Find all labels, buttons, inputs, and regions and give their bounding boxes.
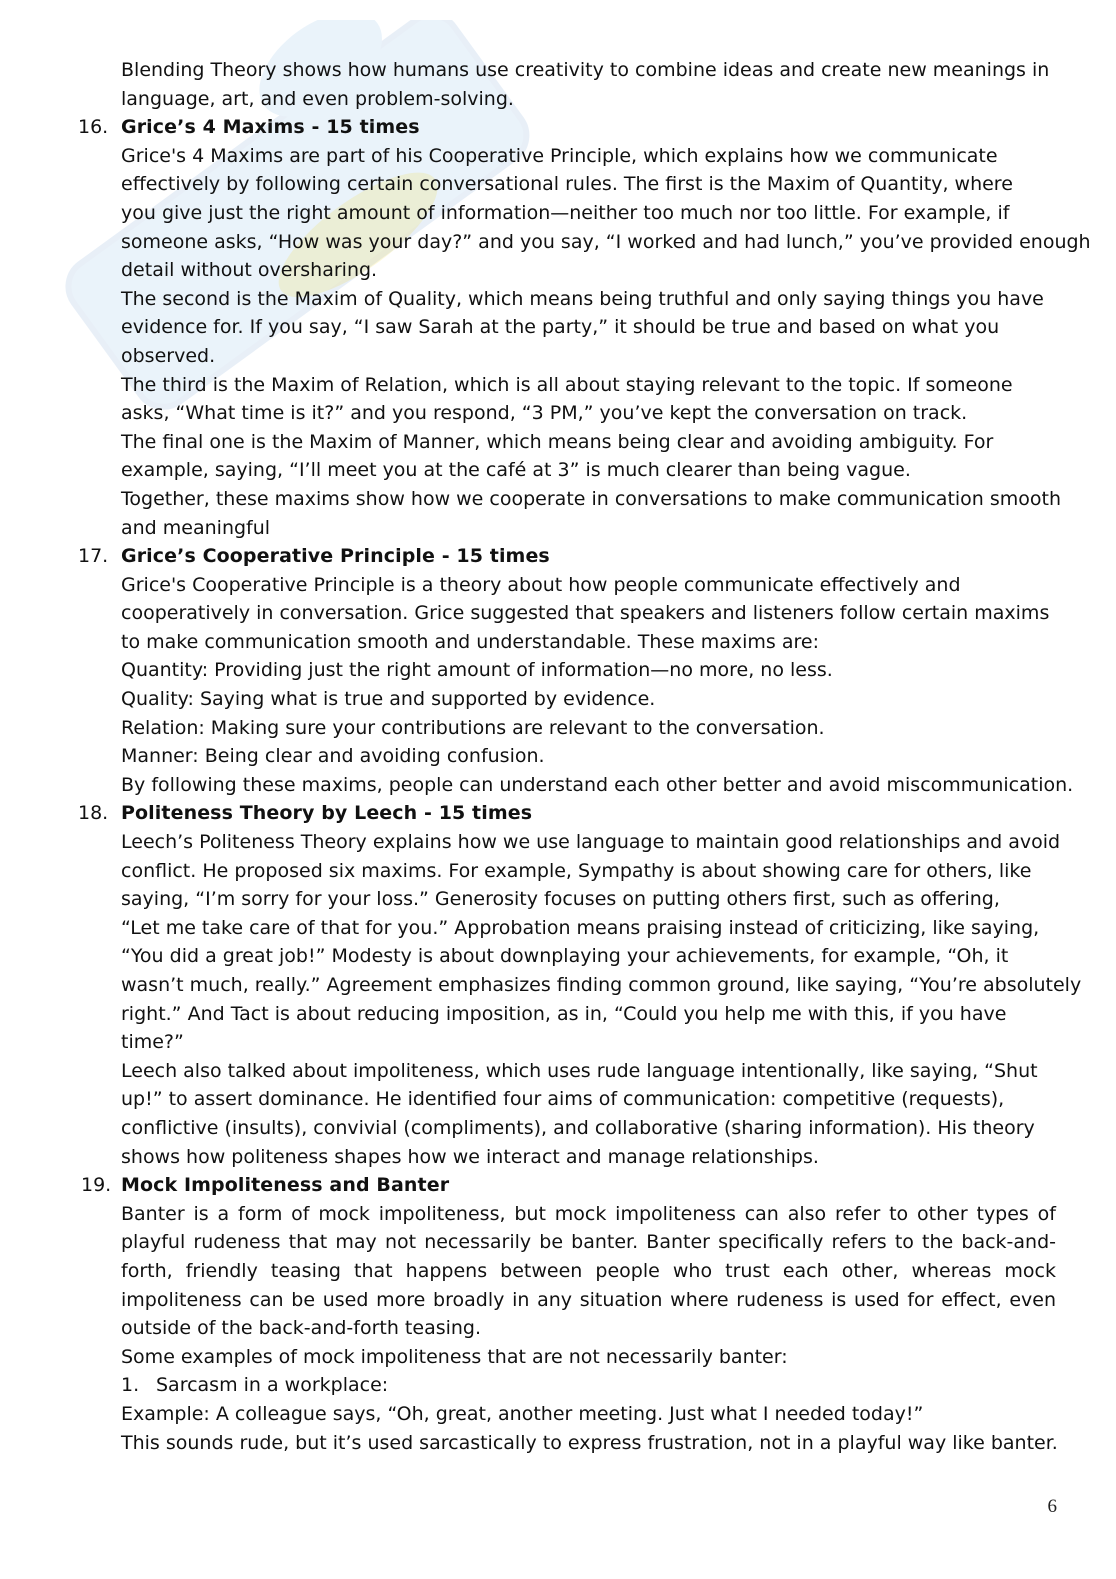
section-heading-17 xyxy=(0,542,1116,571)
paragraph-line: “Let me take care of that for you.” Approbation means praising instead of criticizing, like saying, xyxy=(121,916,1040,939)
paragraph-line-justified xyxy=(0,1257,1116,1286)
list-item-number: 1. xyxy=(121,1374,140,1397)
page-number: 6 xyxy=(1047,1496,1057,1517)
section-number: 18. xyxy=(78,802,109,825)
paragraph-line: to make communication smooth and understandable. These maxims are: xyxy=(121,630,819,653)
paragraph-line: up!” to assert dominance. He identified four aims of communication: competitive (requests), xyxy=(121,1088,1005,1111)
paragraph-line: conflict. He proposed six maxims. For example, Sympathy is about showing care for others, like xyxy=(121,859,1032,882)
list-item xyxy=(0,1371,1116,1400)
paragraph-line: Manner: Being clear and avoiding confusion. xyxy=(121,745,545,768)
paragraph-line: Quality: Saying what is true and supported by evidence. xyxy=(121,688,656,711)
paragraph-line: observed. xyxy=(121,344,216,367)
justified-text: forth, friendly teasing that happens between people who trust each other, whereas mock xyxy=(121,1259,1056,1282)
document-body xyxy=(0,56,1116,1457)
paragraph-line: time?” xyxy=(121,1031,184,1054)
list-item-text: Sarcasm in a workplace: xyxy=(156,1374,389,1397)
paragraph-line: Some examples of mock impoliteness that are not necessarily banter: xyxy=(121,1345,788,1368)
paragraph-line-justified xyxy=(0,1286,1116,1315)
paragraph-line: saying, “I’m sorry for your loss.” Generosity focuses on putting others first, such as offering, xyxy=(121,888,1000,911)
paragraph-line: effectively by following certain conversational rules. The first is the Maxim of Quantity, where xyxy=(121,173,1013,196)
paragraph-line: Quantity: Providing just the right amount of information—no more, no less. xyxy=(121,659,833,682)
paragraph-line: The third is the Maxim of Relation, which is all about staying relevant to the topic. If someone xyxy=(121,373,1013,396)
paragraph-line: asks, “What time is it?” and you respond, “3 PM,” you’ve kept the conversation on track. xyxy=(121,402,968,425)
paragraph-line: “You did a great job!” Modesty is about downplaying your achievements, for example, “Oh, it xyxy=(121,945,1009,968)
justified-text: Banter is a form of mock impoliteness, but mock impoliteness can also refer to other types of xyxy=(121,1202,1056,1225)
paragraph-line: example, saying, “I’ll meet you at the café at 3” is much clearer than being vague. xyxy=(121,459,911,482)
paragraph-line-justified xyxy=(0,1200,1116,1229)
paragraph-line: Blending Theory shows how humans use creativity to combine ideas and create new meanings in xyxy=(121,59,1050,81)
paragraph-line: The final one is the Maxim of Manner, which means being clear and avoiding ambiguity. For xyxy=(121,430,994,453)
paragraph-line: The second is the Maxim of Quality, which means being truthful and only saying things you have xyxy=(121,287,1044,310)
paragraph-line: shows how politeness shapes how we interact and manage relationships. xyxy=(121,1145,819,1168)
section-number: 17. xyxy=(78,545,109,568)
section-title: Mock Impoliteness and Banter xyxy=(121,1174,450,1197)
section-title: Grice’s Cooperative Principle - 15 times xyxy=(121,545,550,568)
section-title: Politeness Theory by Leech - 15 times xyxy=(121,802,533,825)
paragraph-line-justified xyxy=(0,1228,1116,1257)
paragraph-line: someone asks, “How was your day?” and you say, “I worked and had lunch,” you’ve provided enough xyxy=(121,230,1091,253)
paragraph-line: outside of the back-and-forth teasing. xyxy=(121,1317,482,1340)
paragraph-line: language, art, and even problem-solving. xyxy=(121,87,514,110)
paragraph-line: right.” And Tact is about reducing imposition, as in, “Could you help me with this, if you have xyxy=(121,1002,1007,1025)
section-number: 16. xyxy=(78,116,109,139)
paragraph-line: Grice's Cooperative Principle is a theory about how people communicate effectively and xyxy=(121,573,961,596)
paragraph-line: and meaningful xyxy=(121,516,271,539)
paragraph-line: detail without oversharing. xyxy=(121,259,378,282)
paragraph-line: Relation: Making sure your contributions are relevant to the conversation. xyxy=(121,716,825,739)
section-heading-19 xyxy=(0,1171,1116,1200)
section-heading-18 xyxy=(0,799,1116,828)
section-number: 19. xyxy=(81,1174,112,1197)
section-heading-16 xyxy=(0,113,1116,142)
paragraph-line: Leech also talked about impoliteness, which uses rude language intentionally, like saying, “Shut xyxy=(121,1059,1038,1082)
paragraph-line: Leech’s Politeness Theory explains how we use language to maintain good relationships and avoid xyxy=(121,831,1061,854)
justified-text: impoliteness can be used more broadly in any situation where rudeness is used for effect, even xyxy=(121,1288,1056,1311)
justified-text: playful rudeness that may not necessarily be banter. Banter specifically refers to the back-and- xyxy=(121,1231,1056,1254)
paragraph-line: wasn’t much, really.” Agreement emphasizes finding common ground, like saying, “You’re absolutely xyxy=(121,974,1082,996)
paragraph-line: Grice's 4 Maxims are part of his Cooperative Principle, which explains how we communicate xyxy=(121,144,998,167)
paragraph-line: evidence for. If you say, “I saw Sarah at the party,” it should be true and based on what you xyxy=(121,316,1000,339)
paragraph-line: Example: A colleague says, “Oh, great, another meeting. Just what I needed today!” xyxy=(121,1402,924,1425)
paragraph-line: This sounds rude, but it’s used sarcastically to express frustration, not in a playful way like banter. xyxy=(121,1431,1058,1454)
paragraph-line: Together, these maxims show how we cooperate in conversations to make communication smooth xyxy=(121,487,1062,510)
paragraph-line: By following these maxims, people can understand each other better and avoid miscommunication. xyxy=(121,773,1074,796)
paragraph-line: you give just the right amount of information—neither too much nor too little. For example, if xyxy=(121,201,1010,224)
paragraph-line: conflictive (insults), convivial (compliments), and collaborative (sharing information). His theory xyxy=(121,1116,1035,1139)
paragraph-line: cooperatively in conversation. Grice suggested that speakers and listeners follow certain maxims xyxy=(121,602,1050,625)
section-title: Grice’s 4 Maxims - 15 times xyxy=(121,116,420,139)
